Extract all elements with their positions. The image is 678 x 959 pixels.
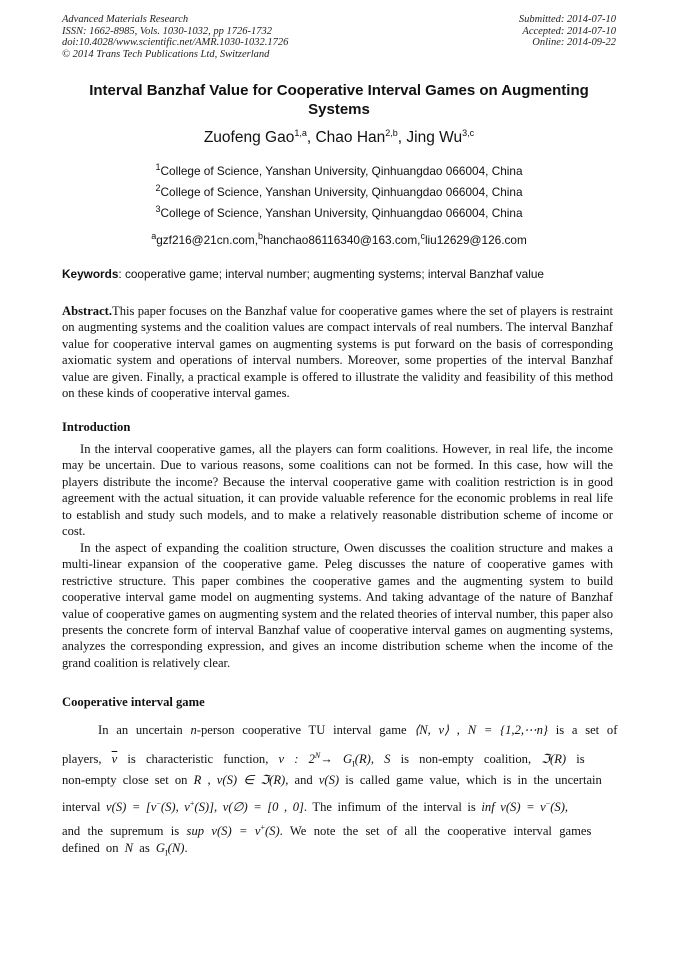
title-line-1: Interval Banzhaf Value for Cooperative Interval Games on Augmenting <box>89 82 589 99</box>
affiliation-2 <box>62 185 616 199</box>
affiliation-superscript: 3 <box>155 204 161 215</box>
issn-line: ISSN: 1662-8985, Vols. 1030-1032, pp 1726-1732 <box>62 25 272 37</box>
submitted-date: Submitted: 2014-07-10 <box>518 14 616 25</box>
author-name: Zuofeng Gao <box>203 129 295 146</box>
author-superscript: 2,b <box>385 127 398 138</box>
email-superscript: b <box>258 231 264 242</box>
introduction-paragraph-2: In the aspect of expanding the coalition structure, Owen discusses the coalition structure and makes a multi-linear expansion of the cooperative game. Peleg discusses the nature of cooperative games with restrictive structure. This paper combines the cooperative games and the augmenting system to build cooperative interval game model on augmenting systems. And taking advantage of the nature of Banzhaf value of cooperative games on augmenting system and the related theories of interval number, this paper also presents the concrete form of interval Banzhaf value of cooperative interval games on augmenting systems, analyzes the corresponding expression, and gives an income distribution scheme when the income of the grand coalition is relatively clear. <box>62 541 613 670</box>
author-separator: , <box>397 129 407 146</box>
introduction-heading: Introduction <box>62 420 131 434</box>
keywords-label: Keywords <box>62 267 119 281</box>
journal-header-right <box>519 14 616 49</box>
author-superscript: 3,c <box>462 127 475 138</box>
abstract-text: This paper focuses on the Banzhaf value for cooperative games where the set of players is restraint on augmenting systems and the coalition values are compact intervals of real numbers. The interval Banzhaf value for cooperative interval games on augmenting systems is put forward on the basis of corresponding axiomatic system and operations of interval numbers. Moreover, some properties of the interval Banzhaf value are given. Finally, a practical example is offered to illustrate the validity and feasibility of this method on these kinds of cooperative interval games. <box>62 304 613 401</box>
online-date: Online: 2014-09-22 <box>532 37 616 48</box>
author-name: Chao Han <box>315 129 386 146</box>
introduction-paragraph-1: In the interval cooperative games, all the players can form coalitions. However, in real life, the income may be uncertain. Due to various reasons, some coalitions can not be formed. In this case, how will the players distribute the income? Because the interval cooperative game with coalition restriction is in good agreement with the actual situation, it can provide valuable reference for the economic problems in real life to establish and study such models, and to make a relatively reasonable distribution scheme of income or cost. <box>62 442 613 539</box>
affiliation-text: College of Science, Yanshan University, Qinhuangdao 066004, China <box>160 185 523 199</box>
section-heading-cooperative-interval-game: Cooperative interval game <box>62 695 205 709</box>
email-link[interactable]: liu12629@126.com <box>424 233 527 247</box>
author-superscript: 1,a <box>294 127 307 138</box>
definition-line-3: non-empty close set on R , v(S) ∈ ℑ(R), and v(S) is called game value, which is in the uncertain <box>62 773 602 787</box>
keywords-line <box>62 267 622 281</box>
email-superscript: c <box>420 231 425 242</box>
definition-line-5: and the supremum is sup v(S) = v+(S). We note the set of all the cooperative interval games <box>62 823 592 839</box>
author-list <box>62 128 616 148</box>
email-link[interactable]: gzf216@21cn.com, <box>156 233 259 247</box>
journal-name: Advanced Materials Research <box>62 14 189 25</box>
affiliation-superscript: 1 <box>155 162 161 173</box>
email-superscript: a <box>151 231 157 242</box>
affiliation-text: College of Science, Yanshan University, Qinhuangdao 066004, China <box>160 164 523 178</box>
definition-line-1: In an uncertain n-person cooperative TU interval game ⟨N, v⟩ , N = {1,2,⋯n} is a set of <box>98 723 618 737</box>
definition-line-6: defined on N as $G_I(N)$. <box>62 841 188 858</box>
affiliation-1 <box>62 164 616 178</box>
copyright-line: © 2014 Trans Tech Publications Ltd, Switzerland <box>62 48 270 60</box>
abstract-paragraph <box>62 303 613 401</box>
author-name: Jing Wu <box>406 129 463 146</box>
affiliation-text: College of Science, Yanshan University, Qinhuangdao 066004, China <box>160 206 523 220</box>
journal-header-left <box>62 14 288 60</box>
doi-line[interactable]: doi:10.4028/www.scientific.net/AMR.1030-1032.1726 <box>62 37 289 48</box>
author-separator: , <box>306 129 316 146</box>
accepted-date: Accepted: 2014-07-10 <box>522 25 616 37</box>
abstract-label: Abstract. <box>62 304 113 318</box>
paper-title <box>62 81 616 119</box>
title-line-2: Systems <box>308 101 370 118</box>
affiliation-superscript: 2 <box>155 183 161 194</box>
email-list <box>62 233 616 247</box>
affiliation-3 <box>62 206 616 220</box>
definition-line-2: players, $\overline{v}$ is characteristic function, v : $2^N\to G_I(R)$, S is non-empty coalition, ℑ(R) is <box>62 751 585 769</box>
email-link[interactable]: hanchao86116340@163.com, <box>263 233 421 247</box>
definition-line-4: interval v(S) = [v−(S), v+(S)], v(∅) = [0 , 0]. The infimum of the interval is inf v(S) = v−(S), <box>62 799 569 815</box>
keywords-text: : cooperative game; interval number; augmenting systems; interval Banzhaf value <box>118 267 544 281</box>
